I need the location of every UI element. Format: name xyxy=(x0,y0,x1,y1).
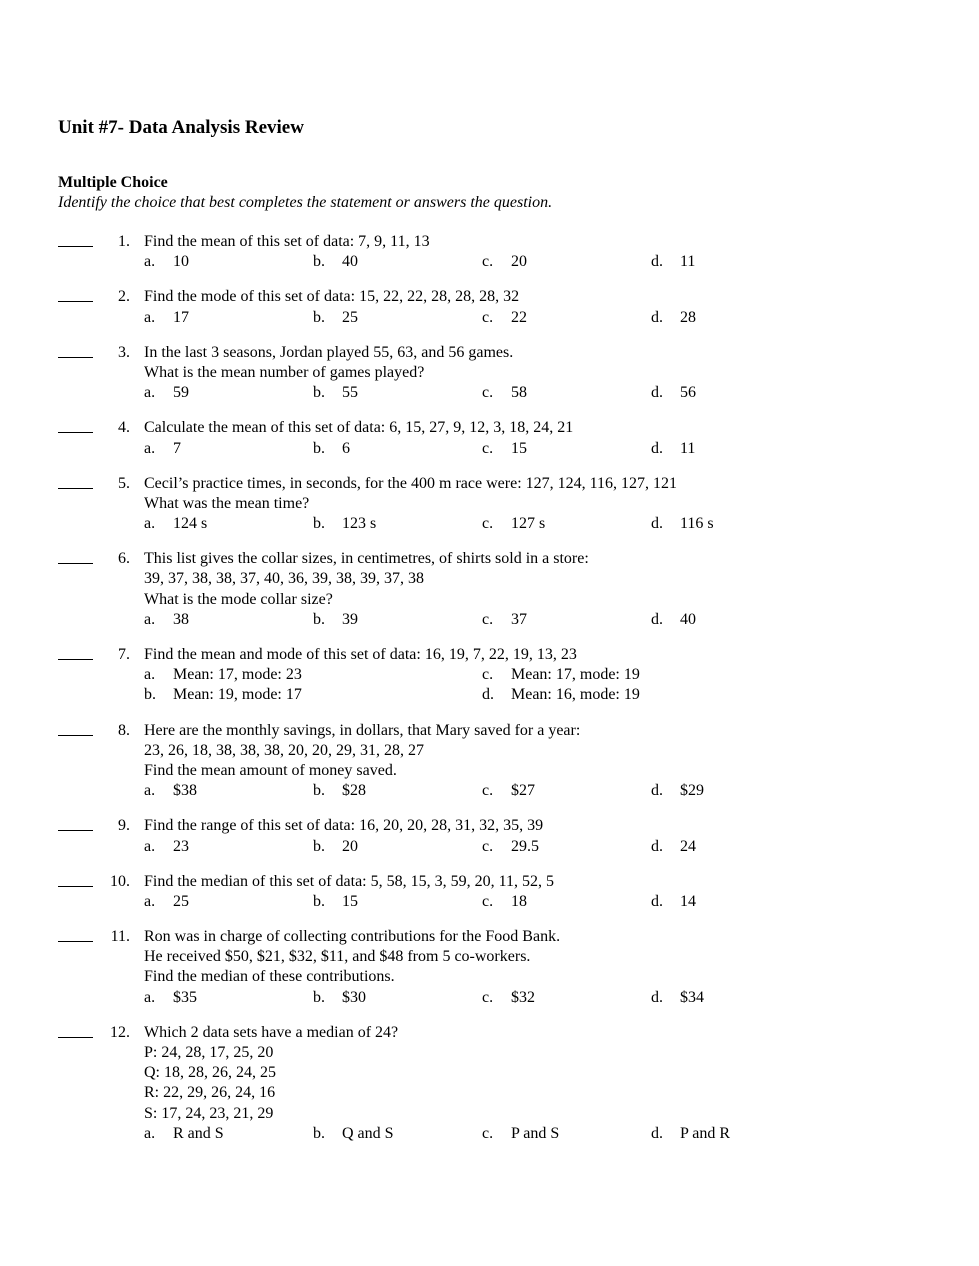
choice-text: 40 xyxy=(680,610,696,628)
question-stem: 23, 26, 18, 38, 38, 38, 20, 20, 29, 31, 28, 27 xyxy=(144,741,424,759)
question-line xyxy=(0,741,979,761)
page-title: Unit #7- Data Analysis Review xyxy=(58,117,304,138)
choice-option[interactable] xyxy=(651,988,704,1008)
choice-text: P and R xyxy=(680,1124,731,1142)
question-line xyxy=(0,927,979,947)
choice-letter: d. xyxy=(651,253,663,271)
question-number: 12. xyxy=(110,1023,130,1041)
choice-letter: b. xyxy=(313,837,325,855)
choice-letter: a. xyxy=(144,384,156,402)
choice-text: 14 xyxy=(680,892,696,910)
question-line xyxy=(0,494,979,514)
choice-text: 37 xyxy=(511,610,527,628)
question-item xyxy=(0,474,979,535)
answer-blank[interactable] xyxy=(58,645,93,660)
choice-letter: d. xyxy=(651,892,663,910)
question-line xyxy=(0,1104,979,1124)
choice-option[interactable] xyxy=(482,892,527,912)
section-instructions: Identify the choice that best completes the statement or answers the question. xyxy=(58,194,553,211)
choice-option[interactable] xyxy=(313,252,358,272)
choice-letter: a. xyxy=(144,515,156,533)
choice-text: 15 xyxy=(342,892,358,910)
choice-text: Mean: 19, mode: 17 xyxy=(173,686,302,704)
choice-text: 28 xyxy=(680,308,696,326)
question-number: 10. xyxy=(110,872,130,890)
choice-option[interactable] xyxy=(144,610,189,630)
choice-text: 123 s xyxy=(342,515,377,533)
question-line xyxy=(0,947,979,967)
choice-row xyxy=(0,781,979,801)
question-item xyxy=(0,1023,979,1144)
choice-option[interactable] xyxy=(482,610,527,630)
question-line xyxy=(0,1043,979,1063)
question-line xyxy=(0,287,979,307)
answer-blank[interactable] xyxy=(58,927,93,942)
question-number: 2. xyxy=(118,288,130,306)
question-stem: Find the mean and mode of this set of data: 16, 19, 7, 22, 19, 13, 23 xyxy=(144,646,577,663)
question-line xyxy=(0,761,979,781)
answer-blank[interactable] xyxy=(58,343,93,358)
choice-letter: d. xyxy=(651,1124,663,1142)
choice-row xyxy=(0,610,979,630)
choice-text: 56 xyxy=(680,384,696,402)
choice-option[interactable] xyxy=(313,988,366,1008)
answer-blank[interactable] xyxy=(58,721,93,736)
question-stem: Here are the monthly savings, in dollars, that Mary saved for a year: xyxy=(144,721,581,739)
choice-letter: d. xyxy=(651,384,663,402)
question-number: 5. xyxy=(118,474,130,492)
choice-letter: b. xyxy=(313,253,325,271)
choice-letter: d. xyxy=(651,782,663,800)
choice-option[interactable] xyxy=(313,781,366,801)
choice-text: 25 xyxy=(342,308,358,326)
choice-letter: d. xyxy=(651,988,663,1006)
choice-option[interactable] xyxy=(144,665,302,685)
choice-letter: a. xyxy=(144,1124,156,1142)
choice-option[interactable] xyxy=(651,383,696,403)
question-list xyxy=(0,232,979,1159)
choice-text: 39 xyxy=(342,610,358,628)
choice-option[interactable] xyxy=(144,383,189,403)
choice-option[interactable] xyxy=(313,383,358,403)
choice-text: 116 s xyxy=(680,515,714,533)
choice-text: 25 xyxy=(173,892,189,910)
choice-text: Mean: 17, mode: 23 xyxy=(173,666,302,684)
question-number: 3. xyxy=(118,343,130,361)
choice-option[interactable] xyxy=(313,439,350,459)
choice-text: P and S xyxy=(511,1124,560,1142)
question-stem: This list gives the collar sizes, in centimetres, of shirts sold in a store: xyxy=(144,550,589,568)
choice-text: 22 xyxy=(511,308,527,326)
choice-text: 20 xyxy=(342,837,358,855)
choice-option[interactable] xyxy=(482,383,527,403)
choice-text: Q and S xyxy=(342,1124,394,1142)
choice-letter: a. xyxy=(144,782,156,800)
choice-option[interactable] xyxy=(313,892,358,912)
choice-option[interactable] xyxy=(144,308,189,328)
question-item xyxy=(0,549,979,630)
choice-letter: d. xyxy=(651,515,663,533)
question-line xyxy=(0,721,979,741)
choice-text: 11 xyxy=(680,253,696,271)
choice-letter: a. xyxy=(144,253,156,271)
question-line xyxy=(0,645,979,665)
question-stem: Find the mean of this set of data: 7, 9, 11, 13 xyxy=(144,233,430,250)
choice-row xyxy=(0,685,979,705)
question-stem: Which 2 data sets have a median of 24? xyxy=(144,1023,399,1041)
choice-option[interactable] xyxy=(144,252,189,272)
choice-option[interactable] xyxy=(482,837,539,857)
question-line xyxy=(0,1083,979,1103)
choice-letter: c. xyxy=(482,384,494,402)
choice-option[interactable] xyxy=(651,892,696,912)
question-item xyxy=(0,418,979,458)
choice-text: $27 xyxy=(511,782,535,800)
choice-letter: c. xyxy=(482,439,494,457)
choice-option[interactable] xyxy=(651,1124,730,1144)
choice-option[interactable] xyxy=(482,665,640,685)
choice-letter: b. xyxy=(313,384,325,402)
question-line xyxy=(0,569,979,589)
choice-text: $32 xyxy=(511,988,535,1006)
question-line xyxy=(0,1063,979,1083)
choice-option[interactable] xyxy=(313,837,358,857)
question-line xyxy=(0,418,979,438)
answer-blank[interactable] xyxy=(58,474,93,489)
choice-text: 23 xyxy=(173,837,189,855)
answer-blank[interactable] xyxy=(58,287,93,302)
choice-row xyxy=(0,252,979,272)
choice-row xyxy=(0,837,979,857)
choice-option[interactable] xyxy=(144,781,197,801)
question-stem: Cecil’s practice times, in seconds, for the 400 m race were: 127, 124, 116, 127, 121 xyxy=(144,474,678,492)
choice-row xyxy=(0,514,979,534)
choice-letter: b. xyxy=(313,308,325,326)
choice-letter: a. xyxy=(144,988,156,1006)
choice-option[interactable] xyxy=(482,1124,559,1144)
question-stem: Find the range of this set of data: 16, 20, 20, 28, 31, 32, 35, 39 xyxy=(144,817,544,835)
choice-text: 55 xyxy=(342,384,358,402)
question-item xyxy=(0,927,979,1008)
choice-option[interactable] xyxy=(651,837,696,857)
choice-option[interactable] xyxy=(482,781,535,801)
choice-option[interactable] xyxy=(482,988,535,1008)
choice-option[interactable] xyxy=(313,1124,394,1144)
choice-text: $35 xyxy=(173,988,197,1006)
choice-letter: b. xyxy=(313,515,325,533)
section-heading: Multiple Choice xyxy=(58,174,168,191)
choice-option[interactable] xyxy=(313,514,376,534)
choice-option[interactable] xyxy=(651,252,695,272)
question-line xyxy=(0,363,979,383)
question-stem: Find the median of this set of data: 5, 58, 15, 3, 59, 20, 11, 52, 5 xyxy=(144,872,555,890)
choice-letter: c. xyxy=(482,308,494,326)
choice-text: 10 xyxy=(173,253,189,271)
question-item xyxy=(0,287,979,327)
choice-text: 124 s xyxy=(173,515,208,533)
question-stem: What is the mean number of games played? xyxy=(144,363,425,381)
question-line xyxy=(0,872,979,892)
choice-option[interactable] xyxy=(313,308,358,328)
choice-letter: c. xyxy=(482,1124,494,1142)
question-stem: Ron was in charge of collecting contributions for the Food Bank. xyxy=(144,928,561,946)
question-line xyxy=(0,816,979,836)
choice-option[interactable] xyxy=(313,610,358,630)
question-stem: Find the mean amount of money saved. xyxy=(144,761,397,779)
choice-option[interactable] xyxy=(144,988,197,1008)
question-stem: P: 24, 28, 17, 25, 20 xyxy=(144,1044,274,1061)
answer-blank[interactable] xyxy=(58,418,93,433)
choice-text: R and S xyxy=(173,1124,224,1142)
choice-option[interactable] xyxy=(651,781,704,801)
choice-option[interactable] xyxy=(482,308,527,328)
choice-option[interactable] xyxy=(144,439,181,459)
question-item xyxy=(0,721,979,802)
choice-letter: d. xyxy=(482,686,494,704)
choice-letter: a. xyxy=(144,308,156,326)
choice-text: 20 xyxy=(511,253,527,271)
choice-text: $29 xyxy=(680,782,704,800)
choice-text: 38 xyxy=(173,610,189,628)
choice-letter: d. xyxy=(651,308,663,326)
choice-letter: a. xyxy=(144,439,156,457)
choice-text: 7 xyxy=(173,439,181,457)
choice-text: 15 xyxy=(511,439,527,457)
choice-option[interactable] xyxy=(144,685,302,705)
choice-letter: a. xyxy=(144,610,156,628)
choice-option[interactable] xyxy=(651,610,696,630)
choice-text: 6 xyxy=(342,439,350,457)
question-item xyxy=(0,343,979,404)
choice-letter: c. xyxy=(482,782,494,800)
choice-text: 58 xyxy=(511,384,527,402)
question-stem: Calculate the mean of this set of data: 6, 15, 27, 9, 12, 3, 18, 24, 21 xyxy=(144,419,574,437)
choice-text: 24 xyxy=(680,837,696,855)
question-stem: Q: 18, 28, 26, 24, 25 xyxy=(144,1064,276,1082)
choice-option[interactable] xyxy=(144,892,189,912)
choice-letter: a. xyxy=(144,666,156,684)
question-stem: R: 22, 29, 26, 24, 16 xyxy=(144,1084,276,1102)
choice-text: 40 xyxy=(342,253,358,271)
choice-letter: b. xyxy=(313,782,325,800)
choice-letter: c. xyxy=(482,610,494,628)
choice-text: Mean: 17, mode: 19 xyxy=(511,666,640,684)
question-line xyxy=(0,549,979,569)
choice-letter: d. xyxy=(651,610,663,628)
question-item xyxy=(0,872,979,912)
question-line xyxy=(0,474,979,494)
question-line xyxy=(0,967,979,987)
choice-letter: c. xyxy=(482,666,494,684)
choice-option[interactable] xyxy=(651,308,696,328)
question-stem: What is the mode collar size? xyxy=(144,590,333,608)
question-number: 4. xyxy=(118,419,130,437)
choice-row xyxy=(0,308,979,328)
choice-row xyxy=(0,665,979,685)
choice-text: 29.5 xyxy=(511,837,539,855)
choice-letter: b. xyxy=(144,686,156,704)
choice-option[interactable] xyxy=(482,685,640,705)
choice-letter: a. xyxy=(144,892,156,910)
choice-row xyxy=(0,1124,979,1144)
choice-row xyxy=(0,439,979,459)
choice-letter: b. xyxy=(313,1124,325,1142)
question-stem: In the last 3 seasons, Jordan played 55, 63, and 56 games. xyxy=(144,343,514,361)
choice-row xyxy=(0,383,979,403)
question-stem: What was the mean time? xyxy=(144,494,310,512)
choice-letter: b. xyxy=(313,439,325,457)
question-stem: Find the median of these contributions. xyxy=(144,968,395,986)
question-number: 9. xyxy=(118,817,130,835)
question-stem: S: 17, 24, 23, 21, 29 xyxy=(144,1104,274,1122)
question-stem: 39, 37, 38, 38, 37, 40, 36, 39, 38, 39, 37, 38 xyxy=(144,570,424,588)
question-line xyxy=(0,343,979,363)
choice-option[interactable] xyxy=(482,252,527,272)
choice-text: $30 xyxy=(342,988,366,1006)
choice-letter: c. xyxy=(482,837,494,855)
question-number: 7. xyxy=(118,646,130,663)
choice-letter: c. xyxy=(482,515,494,533)
question-line xyxy=(0,232,979,252)
choice-option[interactable] xyxy=(144,837,189,857)
choice-text: 11 xyxy=(680,439,696,457)
choice-text: Mean: 16, mode: 19 xyxy=(511,686,640,704)
question-line xyxy=(0,590,979,610)
choice-text: $38 xyxy=(173,782,197,800)
question-stem: He received $50, $21, $32, $11, and $48 from 5 co-workers. xyxy=(144,948,531,966)
choice-letter: c. xyxy=(482,253,494,271)
question-number: 1. xyxy=(118,233,130,250)
choice-row xyxy=(0,892,979,912)
answer-blank[interactable] xyxy=(58,549,93,564)
choice-letter: c. xyxy=(482,988,494,1006)
question-number: 6. xyxy=(118,550,130,568)
question-stem: Find the mode of this set of data: 15, 22, 22, 28, 28, 28, 32 xyxy=(144,288,520,306)
choice-letter: b. xyxy=(313,892,325,910)
choice-text: 18 xyxy=(511,892,527,910)
question-number: 8. xyxy=(118,721,130,739)
choice-text: $34 xyxy=(680,988,704,1006)
choice-option[interactable] xyxy=(144,514,207,534)
choice-row xyxy=(0,988,979,1008)
question-item xyxy=(0,816,979,856)
answer-blank[interactable] xyxy=(58,872,93,887)
question-number: 11. xyxy=(110,928,130,946)
choice-option[interactable] xyxy=(482,439,527,459)
choice-option[interactable] xyxy=(651,514,714,534)
choice-text: 59 xyxy=(173,384,189,402)
answer-blank[interactable] xyxy=(58,232,93,247)
choice-letter: d. xyxy=(651,439,663,457)
choice-text: $28 xyxy=(342,782,366,800)
choice-letter: d. xyxy=(651,837,663,855)
choice-text: 17 xyxy=(173,308,189,326)
answer-blank[interactable] xyxy=(58,816,93,831)
choice-letter: c. xyxy=(482,892,494,910)
choice-letter: a. xyxy=(144,837,156,855)
choice-letter: b. xyxy=(313,610,325,628)
question-item xyxy=(0,232,979,272)
choice-option[interactable] xyxy=(651,439,695,459)
choice-letter: b. xyxy=(313,988,325,1006)
question-line xyxy=(0,1023,979,1043)
answer-blank[interactable] xyxy=(58,1023,93,1038)
choice-option[interactable] xyxy=(482,514,545,534)
question-item xyxy=(0,645,979,706)
choice-option[interactable] xyxy=(144,1124,224,1144)
choice-text: 127 s xyxy=(511,515,546,533)
